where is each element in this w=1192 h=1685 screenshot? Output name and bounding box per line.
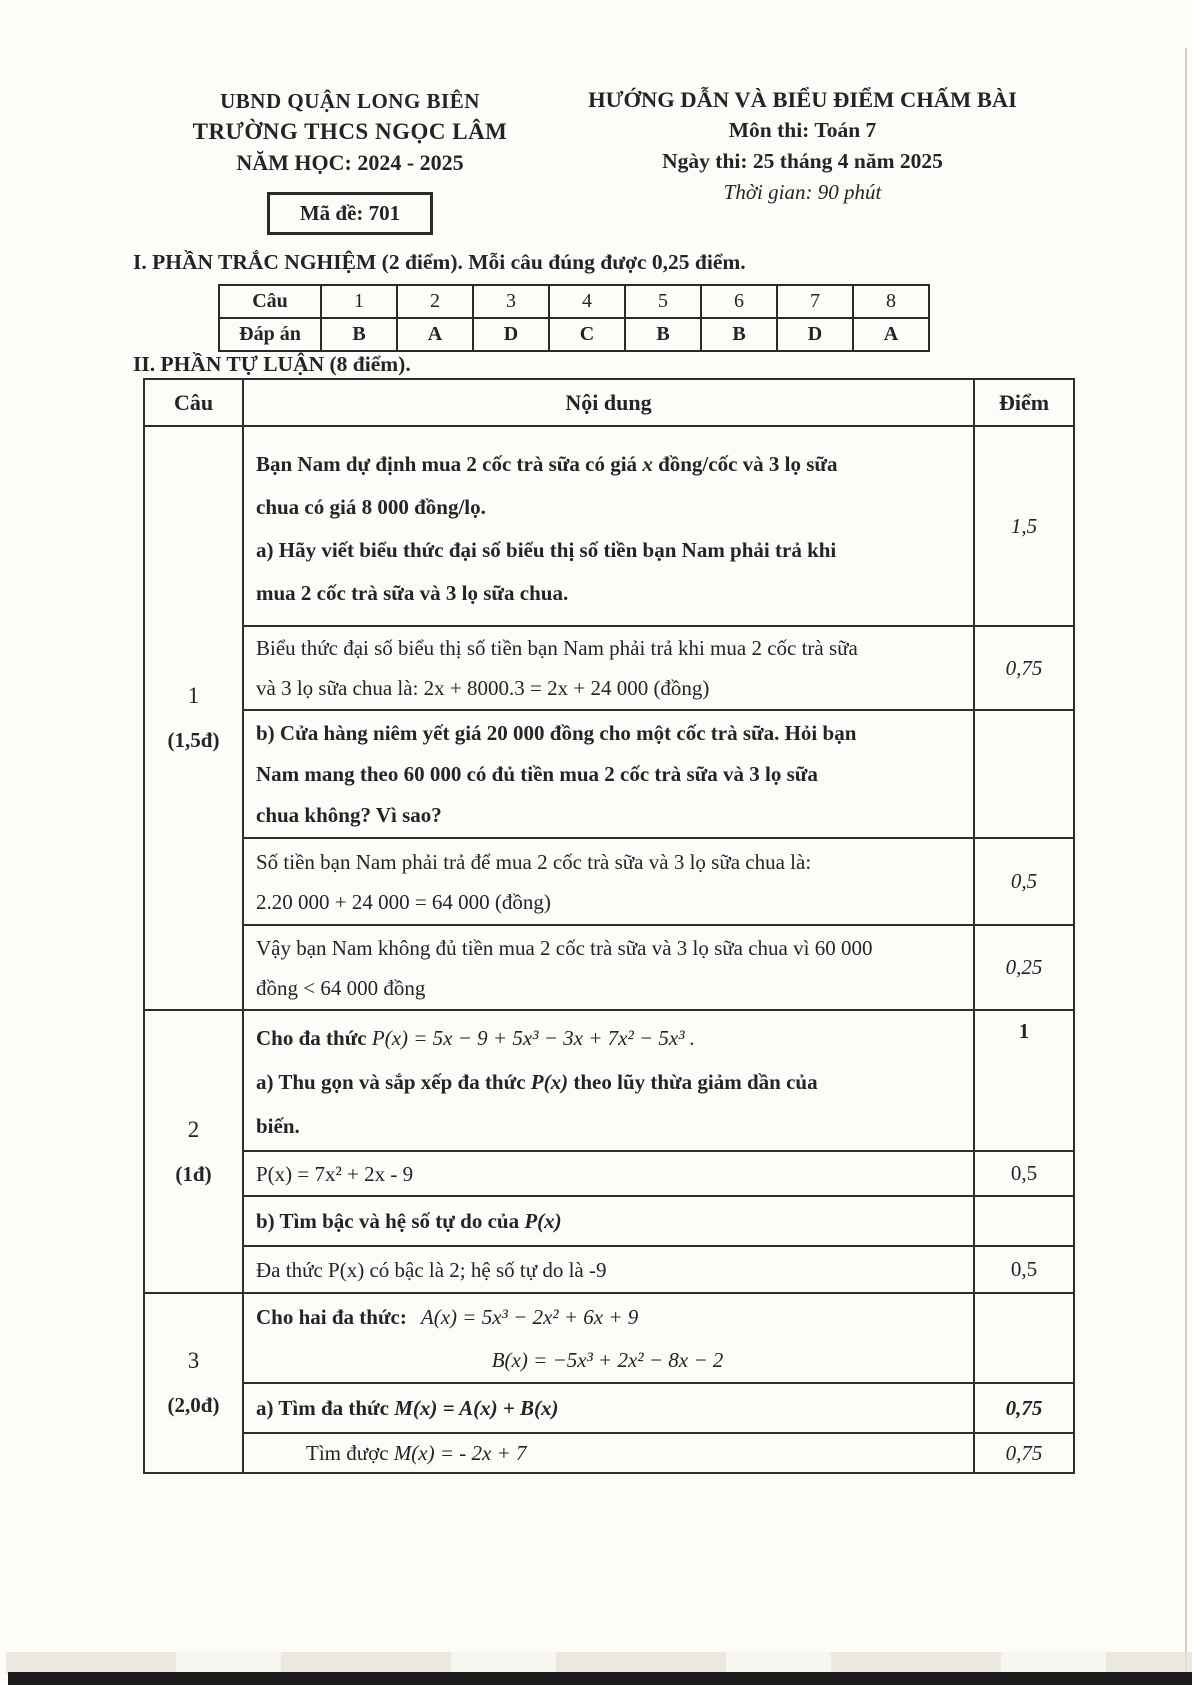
table-row	[144, 710, 1074, 838]
question1-statement-a	[243, 426, 974, 626]
points-value: 0,75	[974, 1433, 1074, 1473]
points-value: 1,5	[974, 426, 1074, 626]
mcq-answer: B	[625, 318, 701, 351]
essay-answer-table	[143, 378, 1075, 1474]
variable-x: x	[642, 452, 653, 476]
mcq-question-number: 7	[777, 285, 853, 318]
section1-heading: I. PHẦN TRẮC NGHIỆM (2 điểm). Mỗi câu đúng được 0,25 điểm.	[133, 250, 746, 274]
mcq-label-cau: Câu	[219, 285, 321, 318]
mcq-question-number: 3	[473, 285, 549, 318]
mcq-answer: A	[853, 318, 929, 351]
content-line: Nam mang theo 60 000 có đủ tiền mua 2 cốc trà sữa và 3 lọ sữa	[256, 761, 818, 786]
mcq-answer: D	[473, 318, 549, 351]
question3-cell	[144, 1293, 243, 1473]
points-value: 1	[974, 1010, 1074, 1151]
content-line: b) Tìm bậc và hệ số tự do của P(x)	[256, 1209, 562, 1233]
content-line: Số tiền bạn Nam phải trả để mua 2 cốc trà sữa và 3 lọ sữa chua là:	[256, 849, 812, 874]
question-points: (1đ)	[175, 1161, 212, 1186]
points-value: 0,75	[974, 1383, 1074, 1433]
question-number: 2	[187, 1116, 200, 1142]
table-row	[144, 1246, 1074, 1293]
polynomial-bx: B(x) = −5x³ + 2x² − 8x − 2	[491, 1348, 724, 1372]
content-line: chua có giá 8 000 đồng/lọ.	[256, 495, 486, 519]
content-line: biến.	[256, 1113, 300, 1138]
points-value: 0,5	[974, 1246, 1074, 1293]
question-number: 1	[187, 683, 200, 708]
mcq-answer: A	[397, 318, 473, 351]
col-header-cau: Câu	[144, 379, 243, 426]
question1-cell	[144, 426, 243, 1010]
content-line: a) Hãy viết biểu thức đại số biểu thị số tiền bạn Nam phải trả khi	[256, 538, 837, 562]
scan-line-artifact	[1185, 48, 1187, 1685]
multiple-choice-table	[218, 284, 930, 352]
content-line: và 3 lọ sữa chua là: 2x + 8000.3 = 2x + 24 000 (đồng)	[256, 676, 710, 700]
content-line: đồng < 64 000 đồng	[256, 975, 426, 1000]
mcq-question-number: 2	[397, 285, 473, 318]
content-line: b) Cửa hàng niêm yết giá 20 000 đồng cho một cốc trà sữa. Hỏi bạn	[256, 720, 857, 745]
table-row	[219, 318, 929, 351]
question2-answer-b	[243, 1246, 974, 1293]
question1-answer-a	[243, 626, 974, 710]
table-row	[144, 626, 1074, 710]
points-value	[974, 1196, 1074, 1246]
polynomial-ax: A(x) = 5x³ − 2x² + 6x + 9	[420, 1305, 639, 1329]
points-value: 0,5	[974, 1151, 1074, 1196]
question2-cell	[144, 1010, 243, 1293]
section2-heading: II. PHẦN TỰ LUẬN (8 điểm).	[133, 352, 411, 376]
question3-answer-a	[243, 1433, 974, 1473]
table-row	[219, 285, 929, 318]
polynomial-px: P(x) = 5x − 9 + 5x³ − 3x + 7x² − 5x³ .	[371, 1025, 696, 1050]
content-line: Tìm được M(x) = - 2x + 7	[306, 1441, 527, 1465]
table-row	[144, 1010, 1074, 1151]
table-row	[144, 838, 1074, 925]
content-line: a) Thu gọn và sắp xếp đa thức P(x) theo lũy thừa giảm dần của	[256, 1069, 818, 1094]
table-row	[144, 1196, 1074, 1246]
header-exam-date: Ngày thi: 25 tháng 4 năm 2025	[662, 149, 943, 173]
mcq-question-number: 8	[853, 285, 929, 318]
points-value	[974, 1293, 1074, 1383]
mcq-question-number: 5	[625, 285, 701, 318]
question2-answer-a	[243, 1151, 974, 1196]
mcq-question-number: 6	[701, 285, 777, 318]
scan-artifact-bar	[8, 1672, 1192, 1685]
content-line: Bạn Nam dự định mua 2 cốc trà sữa có giá x đồng/cốc và 3 lọ sữa	[256, 452, 838, 476]
header-school-block	[150, 86, 550, 235]
content-line: chua không? Vì sao?	[256, 802, 442, 827]
points-value: 0,5	[974, 838, 1074, 925]
header-title: HƯỚNG DẪN VÀ BIỂU ĐIỂM CHẤM BÀI	[588, 87, 1017, 112]
question2-statement-a	[243, 1010, 974, 1151]
question-number: 3	[187, 1348, 200, 1373]
table-row	[144, 1293, 1074, 1383]
table-row	[144, 426, 1074, 626]
content-line: Cho đa thức P(x) = 5x − 9 + 5x³ − 3x + 7x² − 5x³ .	[256, 1025, 696, 1050]
header-school-year: NĂM HỌC: 2024 - 2025	[236, 150, 464, 175]
col-header-noidung: Nội dung	[243, 379, 974, 426]
mcq-answer: C	[549, 318, 625, 351]
question-points: (1,5đ)	[167, 728, 220, 752]
question-points: (2,0đ)	[167, 1393, 220, 1417]
table-row	[144, 1383, 1074, 1433]
question2-statement-b	[243, 1196, 974, 1246]
mcq-answer: D	[777, 318, 853, 351]
question3-statement-a	[243, 1383, 974, 1433]
mcq-answer: B	[701, 318, 777, 351]
content-line: 2.20 000 + 24 000 = 64 000 (đồng)	[256, 889, 551, 914]
table-header-row	[144, 379, 1074, 426]
content-line: Biểu thức đại số biểu thị số tiền bạn Nam phải trả khi mua 2 cốc trà sữa	[256, 636, 858, 660]
header-school: TRƯỜNG THCS NGỌC LÂM	[192, 119, 508, 144]
mcq-question-number: 4	[549, 285, 625, 318]
question1-answer-b2	[243, 925, 974, 1010]
points-value	[974, 710, 1074, 838]
scan-artifact-strip	[6, 1652, 1192, 1674]
points-value: 0,25	[974, 925, 1074, 1010]
table-row	[144, 1151, 1074, 1196]
header-subject: Môn thi: Toán 7	[728, 118, 877, 142]
content-line: Đa thức P(x) có bậc là 2; hệ số tự do là -9	[256, 1257, 607, 1282]
mcq-label-dapan: Đáp án	[219, 318, 321, 351]
header-district: UBND QUẬN LONG BIÊN	[220, 89, 480, 113]
question1-answer-b1	[243, 838, 974, 925]
content-line: Cho hai đa thức: A(x) = 5x³ − 2x² + 6x + 9	[256, 1305, 639, 1329]
content-line: P(x) = 7x² + 2x - 9	[256, 1161, 414, 1186]
col-header-diem: Điểm	[974, 379, 1074, 426]
question1-statement-b	[243, 710, 974, 838]
header-exam-block	[530, 84, 1075, 207]
mcq-answer: B	[321, 318, 397, 351]
points-value: 0,75	[974, 626, 1074, 710]
content-line: Vậy bạn Nam không đủ tiền mua 2 cốc trà sữa và 3 lọ sữa chua vì 60 000	[256, 935, 873, 960]
mcq-question-number: 1	[321, 285, 397, 318]
content-line: a) Tìm đa thức M(x) = A(x) + B(x)	[256, 1396, 559, 1420]
header-duration: Thời gian: 90 phút	[723, 180, 882, 204]
exam-code-box: Mã đề: 701	[267, 192, 433, 235]
table-row	[144, 925, 1074, 1010]
content-line: mua 2 cốc trà sữa và 3 lọ sữa chua.	[256, 581, 569, 605]
table-row	[144, 1433, 1074, 1473]
question3-statement	[243, 1293, 974, 1383]
